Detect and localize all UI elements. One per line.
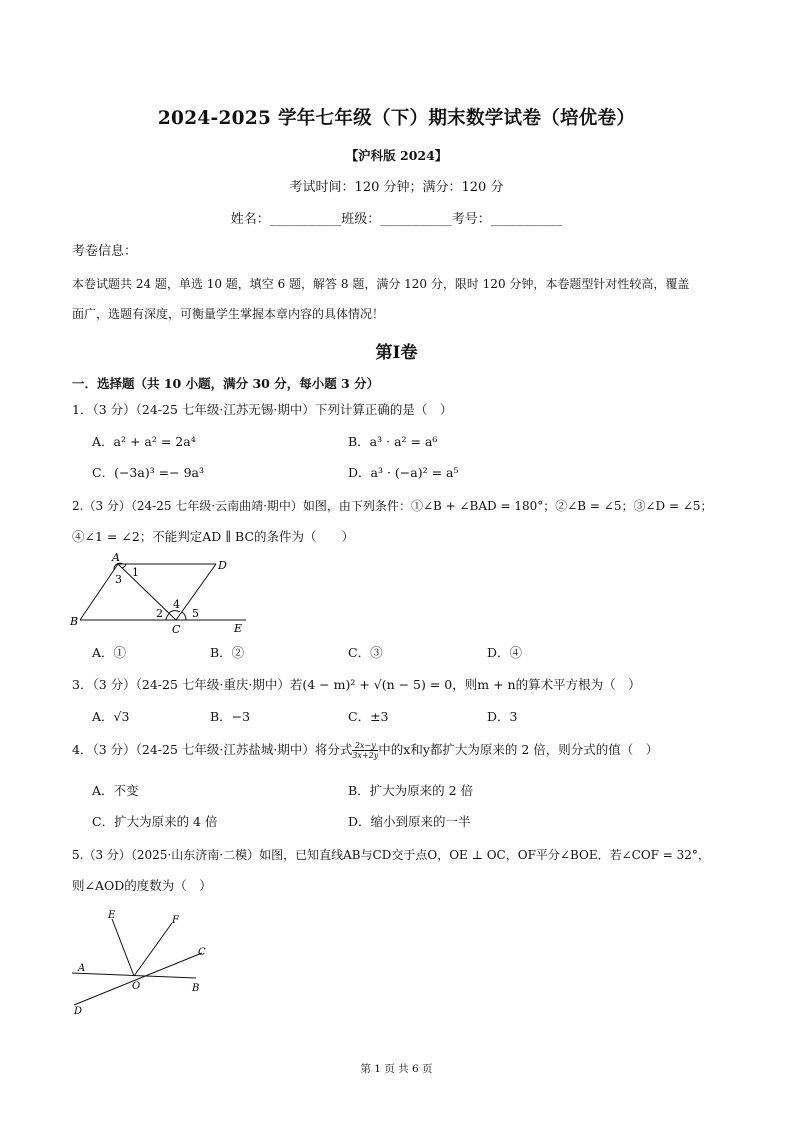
arc-angle-5 [182,612,186,620]
notes-label: 考卷信息： [72,244,138,259]
q4-stem-pre: 4．（3 分）（24-25 七年级·江苏盐城·期中）将分式 [72,742,353,757]
line-ac [118,564,176,620]
id-label: 考号： [451,212,491,227]
q2-option-c: C．③ [348,645,383,660]
angle-4: 4 [173,598,180,611]
q1-option-d: D．a³ · (−a)² = a⁵ [348,465,459,480]
q4-frac-den: 3x+2y [352,751,379,760]
q3-option-a: A．√3 [92,709,130,724]
q4-frac-num: 2x−y [352,741,378,751]
class-blank: ___________ [380,212,452,227]
ray-oe [112,919,134,976]
q4-option-d: D．缩小到原来的一半 [348,814,471,829]
notes-line2: 面广，选题有深度，可衡量学生掌握本章内容的具体情况！ [72,307,385,321]
name-blank: ___________ [269,212,342,227]
q2-stem-line2: ④∠1 = ∠2；不能判定AD ∥ BC的条件为（ ） [72,529,355,544]
q2-figure [66,550,256,638]
q4-option-b: B．扩大为原来的 2 倍 [348,783,474,798]
q2-option-d: D．④ [487,645,523,660]
q5-figure [66,905,226,1020]
label-d: D [218,559,227,572]
label-a: A [78,963,86,974]
label-d: D [74,1006,83,1017]
q3-option-d: D．3 [487,709,518,724]
q5-stem-line1: 5.（3 分）（2025·山东济南·二模）如图，已知直线AB与CD交于点O，OE ⊥ OC，OF平分∠BOE．若∠COF = 32°， [72,848,710,862]
label-e: E [108,910,116,921]
q2-option-b: B．② [210,645,245,660]
q1-stem: 1．（3 分）（24-25 七年级·江苏无锡·期中）下列计算正确的是（ ） [72,402,453,417]
label-o: O [132,981,141,992]
label-b: B [192,983,200,994]
class-label: 班级： [341,212,381,227]
ray-of [134,923,172,976]
label-a: A [112,551,120,564]
name-label: 姓名： [230,212,270,227]
q3-option-b: B．−3 [210,709,251,724]
angle-3: 3 [115,573,122,586]
notes-line1: 本卷试题共 24 题，单选 10 题，填空 6 题，解答 8 题，满分 120 分，限时 120 分钟，本卷题型针对性较高，覆盖 [72,277,690,291]
edition-label: 【沪科版 2024】 [345,148,448,163]
q1-option-c: C．(−3a)³ =− 9a³ [92,465,205,480]
part1-heading: 一．选择题（共 10 小题，满分 30 分，每小题 3 分） [72,376,380,391]
angle-5: 5 [192,607,199,620]
section-title: 第Ⅰ卷 [375,343,418,363]
q2-option-a: A．① [92,645,127,660]
angle-1: 1 [132,566,139,579]
q3-option-c: C．±3 [348,709,389,724]
arc-angle-1 [122,564,126,568]
id-blank: ___________ [490,212,563,227]
label-b: B [70,615,79,628]
q1-option-a: A．a² + a² = 2a⁴ [92,434,196,449]
q4-stem [72,740,658,760]
q2-stem-line1: 2.（3 分）（24-25 七年级·云南曲靖·期中）如图，由下列条件：①∠B + ∠BAD = 180°；②∠B = ∠5；③∠D = ∠5； [72,499,713,513]
student-fields [0,208,793,227]
label-e: E [234,622,243,635]
q4-option-c: C．扩大为原来的 4 倍 [92,814,218,829]
label-f: F [172,915,179,926]
line-cd [74,953,202,1005]
arc-angle-2 [166,613,170,620]
page-footer: 第 1 页 共 6 页 [360,1063,433,1075]
q3-stem: 3．（3 分）（24-25 七年级·重庆·期中）若(4 − m)² + √(n − 5) = 0，则m + n的算术平方根为（ ） [72,677,641,692]
q4-fraction [352,741,378,760]
exam-info: 考试时间：120 分钟；满分：120 分 [289,180,504,195]
q5-stem-line2: 则∠AOD的度数为（ ） [72,878,212,893]
label-c: C [198,947,206,958]
angle-2: 2 [156,607,163,620]
exam-title: 2024-2025 学年七年级（下）期末数学试卷（培优卷） [157,108,636,129]
q1-option-b: B．a³ · a² = a⁶ [348,434,438,449]
label-c: C [172,623,181,636]
q4-stem-post: 中的x和y都扩大为原来的 2 倍，则分式的值（ ） [378,742,659,757]
line-ab [80,564,118,620]
q4-option-a: A．不变 [92,783,139,798]
